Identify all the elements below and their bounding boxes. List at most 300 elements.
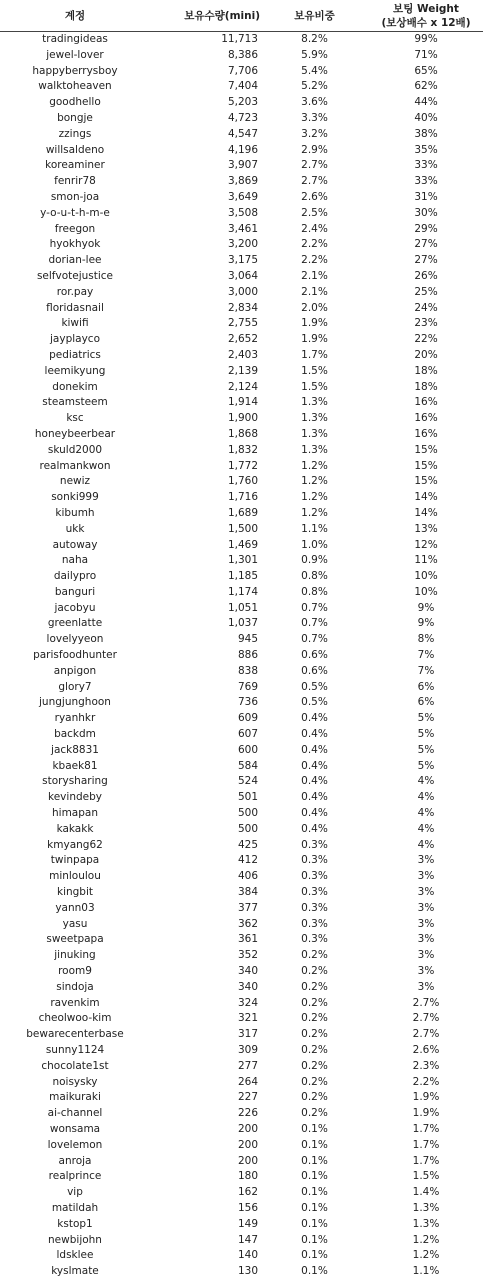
cell-weight: 3% <box>417 933 435 946</box>
cell-ratio: 0.3% <box>301 870 328 883</box>
cell-account: ravenkim <box>50 996 100 1009</box>
cell-ratio: 1.2% <box>301 459 328 472</box>
table-row <box>0 553 483 569</box>
table-row <box>0 506 483 522</box>
cell-ratio: 0.2% <box>301 1044 328 1056</box>
cell-account: smon-joa <box>50 190 100 203</box>
table-row <box>0 522 483 538</box>
header-weight-line1: 보팅 Weight <box>393 2 459 15</box>
cell-ratio: 5.4% <box>301 64 328 77</box>
cell-ratio: 3.3% <box>301 111 328 124</box>
table-row <box>0 253 483 269</box>
cell-ratio: 0.7% <box>301 601 328 614</box>
cell-account: ldsklee <box>56 1249 94 1262</box>
cell-account: glory7 <box>58 680 92 693</box>
cell-ratio: 5.2% <box>301 80 328 93</box>
cell-account: anpigon <box>53 664 97 677</box>
table-row <box>0 727 483 743</box>
cell-account: sweetpapa <box>46 933 104 946</box>
cell-account: walktoheaven <box>38 80 112 93</box>
table-row <box>0 680 483 696</box>
table-row <box>0 222 483 238</box>
cell-account: tradingideas <box>42 33 108 45</box>
cell-account: ror.pay <box>56 285 94 298</box>
cell-ratio: 1.2% <box>301 506 328 519</box>
cell-account: jinuking <box>54 949 96 962</box>
cell-account: floridasnail <box>46 301 104 314</box>
table-row <box>0 332 483 348</box>
cell-ratio: 8.2% <box>301 33 328 45</box>
cell-ratio: 1.2% <box>301 475 328 488</box>
table-row <box>0 348 483 364</box>
cell-ratio: 0.1% <box>301 1217 328 1230</box>
cell-account: pediatrics <box>49 348 101 361</box>
cell-holdings: 1,500 <box>227 522 258 535</box>
cell-holdings: 11,713 <box>221 33 258 45</box>
cell-weight: 62% <box>414 80 438 93</box>
cell-ratio: 0.3% <box>301 917 328 930</box>
cell-weight: 1.1% <box>412 1265 440 1278</box>
table-row <box>0 364 483 380</box>
cell-holdings: 7,404 <box>227 80 258 93</box>
cell-ratio: 0.1% <box>301 1201 328 1214</box>
cell-ratio: 0.2% <box>301 1091 328 1104</box>
cell-holdings: 1,716 <box>227 491 258 504</box>
cell-ratio: 0.3% <box>301 886 328 899</box>
table-row <box>0 538 483 554</box>
table-row <box>0 95 483 111</box>
cell-account: newiz <box>59 475 91 488</box>
cell-ratio: 0.1% <box>301 1138 328 1151</box>
cell-ratio: 1.3% <box>301 396 328 409</box>
cell-holdings: 524 <box>237 775 258 788</box>
cell-holdings: 1,037 <box>227 617 258 630</box>
cell-ratio: 0.9% <box>301 554 328 567</box>
cell-ratio: 0.1% <box>301 1233 328 1246</box>
cell-weight: 24% <box>414 301 438 314</box>
cell-weight: 27% <box>414 238 438 251</box>
cell-ratio: 0.4% <box>301 759 328 772</box>
header-account: 계정 <box>0 0 150 32</box>
cell-account: sindoja <box>56 980 94 993</box>
cell-account: ryanhkr <box>54 712 96 725</box>
table-row <box>0 569 483 585</box>
cell-holdings: 200 <box>237 1138 258 1151</box>
cell-weight: 2.7% <box>412 1012 440 1025</box>
table-header <box>0 0 483 32</box>
cell-ratio: 1.2% <box>301 491 328 504</box>
cell-weight: 1.9% <box>412 1107 440 1120</box>
cell-account: anroja <box>58 1154 92 1167</box>
cell-weight: 9% <box>417 617 435 630</box>
cell-weight: 15% <box>414 475 438 488</box>
cell-ratio: 0.5% <box>301 680 328 693</box>
cell-weight: 2.6% <box>412 1044 440 1056</box>
cell-ratio: 2.7% <box>301 159 328 172</box>
cell-account: ksc <box>66 412 84 425</box>
cell-holdings: 500 <box>237 807 258 820</box>
cell-weight: 2.3% <box>412 1059 440 1072</box>
cell-holdings: 4,196 <box>227 143 258 156</box>
table-row <box>0 743 483 759</box>
cell-weight: 10% <box>414 570 438 583</box>
cell-account: storysharing <box>42 775 108 788</box>
cell-holdings: 1,185 <box>227 570 258 583</box>
cell-account: lovelemon <box>47 1138 103 1151</box>
table-row <box>0 395 483 411</box>
table-row <box>0 996 483 1012</box>
cell-account: kingbit <box>56 886 94 899</box>
cell-holdings: 1,900 <box>227 412 258 425</box>
cell-weight: 23% <box>414 317 438 330</box>
cell-weight: 1.3% <box>412 1201 440 1214</box>
cell-account: donekim <box>52 380 98 393</box>
cell-ratio: 0.4% <box>301 822 328 835</box>
cell-ratio: 1.9% <box>301 333 328 346</box>
cell-account: bongje <box>57 111 93 124</box>
table-row <box>0 459 483 475</box>
table-row <box>0 316 483 332</box>
cell-holdings: 3,907 <box>227 159 258 172</box>
cell-holdings: 264 <box>237 1075 258 1088</box>
cell-ratio: 0.2% <box>301 965 328 978</box>
cell-ratio: 3.2% <box>301 127 328 140</box>
cell-holdings: 1,174 <box>227 585 258 598</box>
cell-holdings: 162 <box>237 1186 258 1199</box>
table-row <box>0 32 483 48</box>
cell-account: newbijohn <box>48 1233 102 1246</box>
cell-weight: 71% <box>414 48 438 61</box>
cell-holdings: 501 <box>237 791 258 804</box>
cell-holdings: 584 <box>237 759 258 772</box>
cell-weight: 16% <box>414 427 438 440</box>
cell-weight: 7% <box>417 649 435 662</box>
cell-weight: 3% <box>417 965 435 978</box>
table-row <box>0 79 483 95</box>
cell-account: cheolwoo-kim <box>38 1012 112 1025</box>
cell-ratio: 5.9% <box>301 48 328 61</box>
cell-holdings: 361 <box>237 933 258 946</box>
cell-account: jewel-lover <box>46 48 104 61</box>
cell-holdings: 425 <box>237 838 258 851</box>
cell-holdings: 769 <box>237 680 258 693</box>
cell-holdings: 384 <box>237 886 258 899</box>
header-holdings: 보유수량(mini) <box>150 0 260 32</box>
cell-weight: 35% <box>414 143 438 156</box>
cell-account: minloulou <box>49 870 101 883</box>
cell-holdings: 149 <box>237 1217 258 1230</box>
cell-account: sonki999 <box>51 491 99 504</box>
cell-ratio: 0.4% <box>301 728 328 741</box>
cell-account: backdm <box>54 728 96 741</box>
cell-holdings: 838 <box>237 664 258 677</box>
table-row <box>0 64 483 80</box>
table-row <box>0 664 483 680</box>
table-row <box>0 1248 483 1264</box>
cell-weight: 1.2% <box>412 1249 440 1262</box>
cell-ratio: 0.1% <box>301 1186 328 1199</box>
table-row <box>0 648 483 664</box>
cell-weight: 11% <box>414 554 438 567</box>
cell-holdings: 5,203 <box>227 96 258 109</box>
cell-weight: 5% <box>417 728 435 741</box>
cell-ratio: 0.8% <box>301 585 328 598</box>
cell-holdings: 140 <box>237 1249 258 1262</box>
cell-holdings: 1,689 <box>227 506 258 519</box>
cell-ratio: 0.4% <box>301 791 328 804</box>
cell-account: freegon <box>54 222 96 235</box>
cell-weight: 31% <box>414 190 438 203</box>
cell-weight: 1.5% <box>412 1170 440 1183</box>
cell-account: parisfoodhunter <box>33 649 117 662</box>
cell-weight: 15% <box>414 459 438 472</box>
cell-account: selfvotejustice <box>36 269 114 282</box>
cell-weight: 44% <box>414 96 438 109</box>
cell-account: yann03 <box>55 901 95 914</box>
cell-holdings: 1,868 <box>227 427 258 440</box>
cell-weight: 5% <box>417 759 435 772</box>
cell-ratio: 0.5% <box>301 696 328 709</box>
cell-ratio: 0.1% <box>301 1122 328 1135</box>
cell-holdings: 324 <box>237 996 258 1009</box>
cell-weight: 30% <box>414 206 438 219</box>
cell-holdings: 736 <box>237 696 258 709</box>
cell-account: jacobyu <box>54 601 96 614</box>
cell-account: willsaldeno <box>45 143 105 156</box>
cell-ratio: 0.2% <box>301 1028 328 1041</box>
cell-holdings: 352 <box>237 949 258 962</box>
cell-ratio: 1.1% <box>301 522 328 535</box>
table-row <box>0 380 483 396</box>
table-row <box>0 838 483 854</box>
table-row <box>0 695 483 711</box>
table-row <box>0 237 483 253</box>
cell-account: banguri <box>54 585 96 598</box>
cell-account: kibumh <box>55 506 95 519</box>
table-row <box>0 1169 483 1185</box>
cell-holdings: 3,649 <box>227 190 258 203</box>
cell-ratio: 1.3% <box>301 412 328 425</box>
cell-ratio: 1.9% <box>301 317 328 330</box>
cell-weight: 4% <box>417 791 435 804</box>
cell-weight: 33% <box>414 159 438 172</box>
table-row <box>0 1075 483 1091</box>
cell-ratio: 2.7% <box>301 175 328 188</box>
cell-weight: 4% <box>417 822 435 835</box>
cell-account: kevindeby <box>48 791 102 804</box>
cell-ratio: 0.3% <box>301 838 328 851</box>
table-row <box>0 111 483 127</box>
cell-holdings: 180 <box>237 1170 258 1183</box>
cell-account: zzings <box>58 127 92 140</box>
cell-weight: 12% <box>414 538 438 551</box>
cell-account: lovelyyeon <box>46 633 104 646</box>
cell-account: yasu <box>62 917 88 930</box>
cell-ratio: 2.4% <box>301 222 328 235</box>
cell-ratio: 2.6% <box>301 190 328 203</box>
cell-weight: 33% <box>414 175 438 188</box>
cell-holdings: 340 <box>237 965 258 978</box>
table-row <box>0 206 483 222</box>
cell-weight: 18% <box>414 380 438 393</box>
table-row <box>0 964 483 980</box>
cell-ratio: 0.4% <box>301 743 328 756</box>
cell-holdings: 406 <box>237 870 258 883</box>
table-row <box>0 285 483 301</box>
cell-holdings: 1,772 <box>227 459 258 472</box>
cell-holdings: 277 <box>237 1059 258 1072</box>
table-row <box>0 143 483 159</box>
cell-weight: 14% <box>414 506 438 519</box>
cell-account: room9 <box>58 965 92 978</box>
cell-holdings: 156 <box>237 1201 258 1214</box>
cell-holdings: 3,200 <box>227 238 258 251</box>
table-row <box>0 190 483 206</box>
header-weight <box>369 0 483 32</box>
cell-holdings: 3,000 <box>227 285 258 298</box>
cell-weight: 3% <box>417 870 435 883</box>
cell-holdings: 130 <box>237 1265 258 1278</box>
table-row <box>0 1043 483 1059</box>
table-row <box>0 932 483 948</box>
table-row <box>0 806 483 822</box>
cell-holdings: 2,652 <box>227 333 258 346</box>
cell-ratio: 0.2% <box>301 1107 328 1120</box>
cell-ratio: 1.3% <box>301 427 328 440</box>
cell-account: wonsama <box>49 1122 101 1135</box>
cell-holdings: 362 <box>237 917 258 930</box>
cell-weight: 40% <box>414 111 438 124</box>
cell-weight: 7% <box>417 664 435 677</box>
cell-account: kmyang62 <box>47 838 103 851</box>
cell-account: autoway <box>52 538 98 551</box>
cell-weight: 1.3% <box>412 1217 440 1230</box>
table-row <box>0 632 483 648</box>
cell-ratio: 0.7% <box>301 633 328 646</box>
cell-account: honeybeerbear <box>34 427 116 440</box>
table-row <box>0 269 483 285</box>
cell-ratio: 0.2% <box>301 949 328 962</box>
cell-ratio: 2.2% <box>301 254 328 267</box>
cell-ratio: 1.5% <box>301 380 328 393</box>
cell-ratio: 0.6% <box>301 664 328 677</box>
cell-account: leemikyung <box>44 364 106 377</box>
cell-account: kbaek81 <box>52 759 98 772</box>
cell-weight: 2.7% <box>412 996 440 1009</box>
cell-account: jack8831 <box>51 743 99 756</box>
cell-ratio: 3.6% <box>301 96 328 109</box>
table-row <box>0 127 483 143</box>
cell-holdings: 317 <box>237 1028 258 1041</box>
cell-holdings: 412 <box>237 854 258 867</box>
cell-account: ukk <box>65 522 85 535</box>
cell-account: fenrir78 <box>54 175 96 188</box>
cell-ratio: 1.7% <box>301 348 328 361</box>
cell-weight: 1.7% <box>412 1138 440 1151</box>
cell-holdings: 886 <box>237 649 258 662</box>
cell-weight: 10% <box>414 585 438 598</box>
cell-holdings: 945 <box>237 633 258 646</box>
cell-weight: 2.7% <box>412 1028 440 1041</box>
cell-holdings: 609 <box>237 712 258 725</box>
table-row <box>0 774 483 790</box>
cell-ratio: 0.4% <box>301 775 328 788</box>
table-row <box>0 759 483 775</box>
cell-weight: 5% <box>417 743 435 756</box>
cell-ratio: 2.2% <box>301 238 328 251</box>
cell-ratio: 0.2% <box>301 996 328 1009</box>
table-row <box>0 474 483 490</box>
cell-account: chocolate1st <box>41 1059 109 1072</box>
cell-weight: 1.2% <box>412 1233 440 1246</box>
cell-holdings: 2,403 <box>227 348 258 361</box>
cell-holdings: 500 <box>237 822 258 835</box>
cell-account: jayplayco <box>50 333 100 346</box>
cell-weight: 27% <box>414 254 438 267</box>
table-row <box>0 853 483 869</box>
cell-holdings: 2,124 <box>227 380 258 393</box>
cell-weight: 16% <box>414 412 438 425</box>
table-row <box>0 1027 483 1043</box>
header-ratio: 보유비중 <box>260 0 369 32</box>
cell-weight: 38% <box>414 127 438 140</box>
cell-account: maikuraki <box>49 1091 101 1104</box>
header-row <box>0 0 483 32</box>
table-row <box>0 869 483 885</box>
cell-weight: 4% <box>417 838 435 851</box>
cell-account: y-o-u-t-h-m-e <box>40 206 110 219</box>
cell-ratio: 0.3% <box>301 933 328 946</box>
cell-ratio: 2.1% <box>301 285 328 298</box>
cell-weight: 4% <box>417 775 435 788</box>
cell-holdings: 607 <box>237 728 258 741</box>
cell-ratio: 0.8% <box>301 570 328 583</box>
cell-ratio: 0.2% <box>301 980 328 993</box>
cell-weight: 5% <box>417 712 435 725</box>
table-row <box>0 443 483 459</box>
table-row <box>0 158 483 174</box>
table-row <box>0 1217 483 1233</box>
cell-account: ai-channel <box>47 1107 103 1120</box>
cell-weight: 4% <box>417 807 435 820</box>
cell-weight: 14% <box>414 491 438 504</box>
cell-holdings: 340 <box>237 980 258 993</box>
cell-holdings: 3,064 <box>227 269 258 282</box>
table-row <box>0 1059 483 1075</box>
table-row <box>0 427 483 443</box>
cell-account: goodhello <box>49 96 101 109</box>
cell-account: kakakk <box>56 822 94 835</box>
cell-holdings: 1,051 <box>227 601 258 614</box>
cell-ratio: 0.1% <box>301 1265 328 1278</box>
cell-weight: 3% <box>417 901 435 914</box>
cell-weight: 3% <box>417 854 435 867</box>
cell-ratio: 2.0% <box>301 301 328 314</box>
cell-ratio: 2.5% <box>301 206 328 219</box>
cell-ratio: 0.4% <box>301 807 328 820</box>
cell-holdings: 600 <box>237 743 258 756</box>
cell-holdings: 4,547 <box>227 127 258 140</box>
cell-account: bewarecenterbase <box>26 1028 124 1041</box>
cell-account: twinpapa <box>50 854 100 867</box>
cell-ratio: 2.1% <box>301 269 328 282</box>
header-weight-line2: (보상배수 x 12배) <box>381 16 471 29</box>
cell-weight: 29% <box>414 222 438 235</box>
cell-account: realprince <box>48 1170 102 1183</box>
cell-weight: 22% <box>414 333 438 346</box>
cell-weight: 1.9% <box>412 1091 440 1104</box>
table-row <box>0 1185 483 1201</box>
